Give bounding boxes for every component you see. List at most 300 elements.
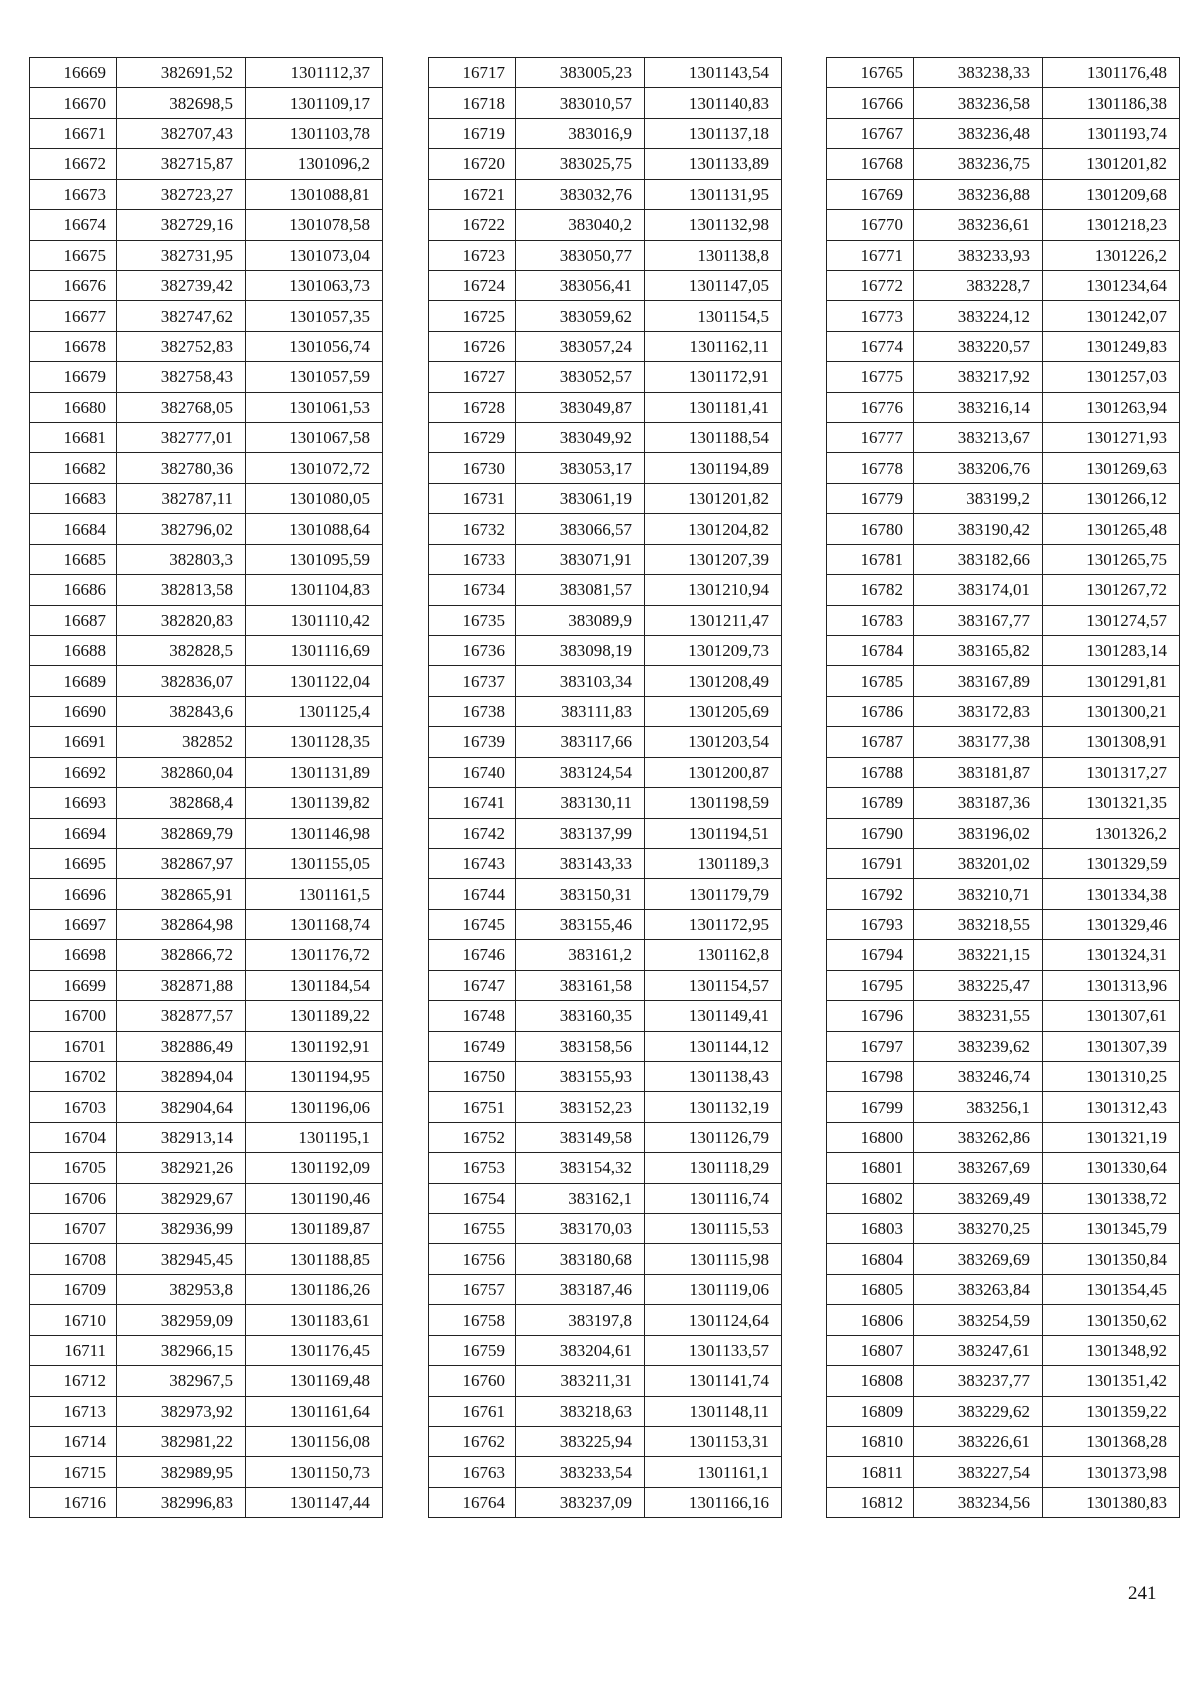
x-coordinate-cell: 383050,77 <box>516 240 645 270</box>
y-coordinate-cell: 1301172,95 <box>645 909 782 939</box>
point-number-cell: 16703 <box>30 1092 117 1122</box>
table-row <box>30 331 383 361</box>
x-coordinate-cell: 382836,07 <box>117 666 246 696</box>
y-coordinate-cell: 1301263,94 <box>1043 392 1180 422</box>
point-number-cell: 16688 <box>30 636 117 666</box>
table-row <box>429 1153 782 1183</box>
y-coordinate-cell: 1301112,37 <box>246 58 383 88</box>
point-number-cell: 16781 <box>827 544 914 574</box>
y-coordinate-cell: 1301133,89 <box>645 149 782 179</box>
x-coordinate-cell: 383057,24 <box>516 331 645 361</box>
x-coordinate-cell: 383267,69 <box>914 1153 1043 1183</box>
y-coordinate-cell: 1301249,83 <box>1043 331 1180 361</box>
table-row <box>30 240 383 270</box>
point-number-cell: 16754 <box>429 1183 516 1213</box>
y-coordinate-cell: 1301150,73 <box>246 1457 383 1487</box>
x-coordinate-cell: 383143,33 <box>516 848 645 878</box>
table-row <box>429 331 782 361</box>
x-coordinate-cell: 383236,75 <box>914 149 1043 179</box>
point-number-cell: 16807 <box>827 1335 914 1365</box>
y-coordinate-cell: 1301161,5 <box>246 879 383 909</box>
x-coordinate-cell: 382864,98 <box>117 909 246 939</box>
x-coordinate-cell: 383160,35 <box>516 1001 645 1031</box>
table-row <box>429 1396 782 1426</box>
point-number-cell: 16707 <box>30 1214 117 1244</box>
table-row <box>827 879 1180 909</box>
x-coordinate-cell: 383182,66 <box>914 544 1043 574</box>
point-number-cell: 16716 <box>30 1487 117 1517</box>
table-row <box>429 483 782 513</box>
table-row <box>827 575 1180 605</box>
x-coordinate-cell: 383154,32 <box>516 1153 645 1183</box>
table-row <box>429 636 782 666</box>
table-row <box>30 58 383 88</box>
table-row <box>30 118 383 148</box>
table-row <box>429 1183 782 1213</box>
y-coordinate-cell: 1301373,98 <box>1043 1457 1180 1487</box>
table-row <box>827 818 1180 848</box>
point-number-cell: 16723 <box>429 240 516 270</box>
y-coordinate-cell: 1301166,16 <box>645 1487 782 1517</box>
y-coordinate-cell: 1301345,79 <box>1043 1214 1180 1244</box>
point-number-cell: 16746 <box>429 940 516 970</box>
y-coordinate-cell: 1301103,78 <box>246 118 383 148</box>
table-row <box>30 909 383 939</box>
x-coordinate-cell: 382747,62 <box>117 301 246 331</box>
table-row <box>827 757 1180 787</box>
y-coordinate-cell: 1301057,59 <box>246 362 383 392</box>
point-number-cell: 16758 <box>429 1305 516 1335</box>
point-number-cell: 16684 <box>30 514 117 544</box>
y-coordinate-cell: 1301354,45 <box>1043 1274 1180 1304</box>
table-row <box>429 453 782 483</box>
table-row <box>30 423 383 453</box>
y-coordinate-cell: 1301208,49 <box>645 666 782 696</box>
table-row <box>30 210 383 240</box>
point-number-cell: 16687 <box>30 605 117 635</box>
table-row <box>827 544 1180 574</box>
table-row <box>429 727 782 757</box>
point-number-cell: 16794 <box>827 940 914 970</box>
point-number-cell: 16795 <box>827 970 914 1000</box>
x-coordinate-cell: 383237,77 <box>914 1366 1043 1396</box>
x-coordinate-cell: 383199,2 <box>914 483 1043 513</box>
point-number-cell: 16792 <box>827 879 914 909</box>
point-number-cell: 16805 <box>827 1274 914 1304</box>
x-coordinate-cell: 383172,83 <box>914 696 1043 726</box>
x-coordinate-cell: 383005,23 <box>516 58 645 88</box>
point-number-cell: 16685 <box>30 544 117 574</box>
table-row <box>429 788 782 818</box>
table-row <box>30 1122 383 1152</box>
table-row <box>429 270 782 300</box>
table-row <box>30 1183 383 1213</box>
point-number-cell: 16681 <box>30 423 117 453</box>
x-coordinate-cell: 382707,43 <box>117 118 246 148</box>
x-coordinate-cell: 383201,02 <box>914 848 1043 878</box>
table-row <box>429 88 782 118</box>
table-row <box>827 1244 1180 1274</box>
x-coordinate-cell: 382953,8 <box>117 1274 246 1304</box>
point-number-cell: 16741 <box>429 788 516 818</box>
y-coordinate-cell: 1301184,54 <box>246 970 383 1000</box>
point-number-cell: 16720 <box>429 149 516 179</box>
table-row <box>429 666 782 696</box>
table-row <box>429 149 782 179</box>
y-coordinate-cell: 1301338,72 <box>1043 1183 1180 1213</box>
x-coordinate-cell: 383187,46 <box>516 1274 645 1304</box>
table-row <box>827 514 1180 544</box>
x-coordinate-cell: 383098,19 <box>516 636 645 666</box>
table-row <box>827 1426 1180 1456</box>
x-coordinate-cell: 382867,97 <box>117 848 246 878</box>
point-number-cell: 16752 <box>429 1122 516 1152</box>
x-coordinate-cell: 382966,15 <box>117 1335 246 1365</box>
y-coordinate-cell: 1301329,59 <box>1043 848 1180 878</box>
point-number-cell: 16777 <box>827 423 914 453</box>
table-row <box>30 970 383 1000</box>
x-coordinate-cell: 383161,2 <box>516 940 645 970</box>
y-coordinate-cell: 1301265,75 <box>1043 544 1180 574</box>
coordinates-table-1 <box>29 57 383 1518</box>
y-coordinate-cell: 1301307,61 <box>1043 1001 1180 1031</box>
table-row <box>30 179 383 209</box>
point-number-cell: 16761 <box>429 1396 516 1426</box>
x-coordinate-cell: 382945,45 <box>117 1244 246 1274</box>
y-coordinate-cell: 1301207,39 <box>645 544 782 574</box>
point-number-cell: 16715 <box>30 1457 117 1487</box>
table-row <box>30 1366 383 1396</box>
table-row <box>429 879 782 909</box>
y-coordinate-cell: 1301188,85 <box>246 1244 383 1274</box>
x-coordinate-cell: 383025,75 <box>516 149 645 179</box>
table-row <box>30 88 383 118</box>
y-coordinate-cell: 1301147,05 <box>645 270 782 300</box>
y-coordinate-cell: 1301209,73 <box>645 636 782 666</box>
table-row <box>827 970 1180 1000</box>
y-coordinate-cell: 1301073,04 <box>246 240 383 270</box>
page-number: 241 <box>1128 1583 1157 1604</box>
point-number-cell: 16731 <box>429 483 516 513</box>
x-coordinate-cell: 383206,76 <box>914 453 1043 483</box>
point-number-cell: 16676 <box>30 270 117 300</box>
x-coordinate-cell: 382860,04 <box>117 757 246 787</box>
table-row <box>827 1001 1180 1031</box>
point-number-cell: 16763 <box>429 1457 516 1487</box>
table-row <box>429 1335 782 1365</box>
x-coordinate-cell: 383170,03 <box>516 1214 645 1244</box>
point-number-cell: 16776 <box>827 392 914 422</box>
point-number-cell: 16778 <box>827 453 914 483</box>
y-coordinate-cell: 1301169,48 <box>246 1366 383 1396</box>
point-number-cell: 16704 <box>30 1122 117 1152</box>
table-row <box>429 1122 782 1152</box>
table-row <box>827 1305 1180 1335</box>
point-number-cell: 16669 <box>30 58 117 88</box>
table-row <box>30 1487 383 1517</box>
x-coordinate-cell: 383236,61 <box>914 210 1043 240</box>
point-number-cell: 16698 <box>30 940 117 970</box>
x-coordinate-cell: 383040,2 <box>516 210 645 240</box>
x-coordinate-cell: 383016,9 <box>516 118 645 148</box>
point-number-cell: 16751 <box>429 1092 516 1122</box>
y-coordinate-cell: 1301139,82 <box>246 788 383 818</box>
y-coordinate-cell: 1301138,43 <box>645 1061 782 1091</box>
point-number-cell: 16803 <box>827 1214 914 1244</box>
y-coordinate-cell: 1301061,53 <box>246 392 383 422</box>
y-coordinate-cell: 1301326,2 <box>1043 818 1180 848</box>
y-coordinate-cell: 1301313,96 <box>1043 970 1180 1000</box>
y-coordinate-cell: 1301096,2 <box>246 149 383 179</box>
point-number-cell: 16804 <box>827 1244 914 1274</box>
table-row <box>30 940 383 970</box>
table-row <box>827 605 1180 635</box>
x-coordinate-cell: 383229,62 <box>914 1396 1043 1426</box>
point-number-cell: 16753 <box>429 1153 516 1183</box>
x-coordinate-cell: 383263,84 <box>914 1274 1043 1304</box>
point-number-cell: 16783 <box>827 605 914 635</box>
y-coordinate-cell: 1301119,06 <box>645 1274 782 1304</box>
y-coordinate-cell: 1301201,82 <box>645 483 782 513</box>
x-coordinate-cell: 382758,43 <box>117 362 246 392</box>
y-coordinate-cell: 1301330,64 <box>1043 1153 1180 1183</box>
point-number-cell: 16735 <box>429 605 516 635</box>
point-number-cell: 16767 <box>827 118 914 148</box>
x-coordinate-cell: 382813,58 <box>117 575 246 605</box>
y-coordinate-cell: 1301156,08 <box>246 1426 383 1456</box>
table-row <box>827 1487 1180 1517</box>
x-coordinate-cell: 383234,56 <box>914 1487 1043 1517</box>
x-coordinate-cell: 383228,7 <box>914 270 1043 300</box>
x-coordinate-cell: 382803,3 <box>117 544 246 574</box>
y-coordinate-cell: 1301154,5 <box>645 301 782 331</box>
x-coordinate-cell: 382894,04 <box>117 1061 246 1091</box>
x-coordinate-cell: 383111,83 <box>516 696 645 726</box>
x-coordinate-cell: 382731,95 <box>117 240 246 270</box>
y-coordinate-cell: 1301321,35 <box>1043 788 1180 818</box>
table-row <box>30 605 383 635</box>
x-coordinate-cell: 383216,14 <box>914 392 1043 422</box>
x-coordinate-cell: 382921,26 <box>117 1153 246 1183</box>
point-number-cell: 16755 <box>429 1214 516 1244</box>
point-number-cell: 16675 <box>30 240 117 270</box>
point-number-cell: 16729 <box>429 423 516 453</box>
point-number-cell: 16786 <box>827 696 914 726</box>
table-row <box>30 1396 383 1426</box>
x-coordinate-cell: 383225,94 <box>516 1426 645 1456</box>
point-number-cell: 16756 <box>429 1244 516 1274</box>
y-coordinate-cell: 1301146,98 <box>246 818 383 848</box>
y-coordinate-cell: 1301201,82 <box>1043 149 1180 179</box>
table-row <box>429 818 782 848</box>
table-row <box>827 1092 1180 1122</box>
table-row <box>30 1244 383 1274</box>
table-row <box>827 210 1180 240</box>
x-coordinate-cell: 382780,36 <box>117 453 246 483</box>
y-coordinate-cell: 1301209,68 <box>1043 179 1180 209</box>
point-number-cell: 16745 <box>429 909 516 939</box>
y-coordinate-cell: 1301063,73 <box>246 270 383 300</box>
table-row <box>429 575 782 605</box>
x-coordinate-cell: 383167,89 <box>914 666 1043 696</box>
x-coordinate-cell: 383187,36 <box>914 788 1043 818</box>
point-number-cell: 16749 <box>429 1031 516 1061</box>
table-row <box>827 1457 1180 1487</box>
x-coordinate-cell: 382787,11 <box>117 483 246 513</box>
x-coordinate-cell: 382877,57 <box>117 1001 246 1031</box>
table-row <box>30 392 383 422</box>
x-coordinate-cell: 383081,57 <box>516 575 645 605</box>
y-coordinate-cell: 1301153,31 <box>645 1426 782 1456</box>
y-coordinate-cell: 1301257,03 <box>1043 362 1180 392</box>
point-number-cell: 16750 <box>429 1061 516 1091</box>
y-coordinate-cell: 1301088,64 <box>246 514 383 544</box>
y-coordinate-cell: 1301161,1 <box>645 1457 782 1487</box>
table-row <box>30 1457 383 1487</box>
point-number-cell: 16809 <box>827 1396 914 1426</box>
table-row <box>30 1305 383 1335</box>
y-coordinate-cell: 1301155,05 <box>246 848 383 878</box>
point-number-cell: 16757 <box>429 1274 516 1304</box>
y-coordinate-cell: 1301189,22 <box>246 1001 383 1031</box>
coordinates-table-2 <box>428 57 782 1518</box>
y-coordinate-cell: 1301190,46 <box>246 1183 383 1213</box>
y-coordinate-cell: 1301128,35 <box>246 727 383 757</box>
y-coordinate-cell: 1301144,12 <box>645 1031 782 1061</box>
x-coordinate-cell: 382886,49 <box>117 1031 246 1061</box>
point-number-cell: 16787 <box>827 727 914 757</box>
table-row <box>30 1274 383 1304</box>
point-number-cell: 16789 <box>827 788 914 818</box>
y-coordinate-cell: 1301176,48 <box>1043 58 1180 88</box>
x-coordinate-cell: 383210,71 <box>914 879 1043 909</box>
x-coordinate-cell: 383221,15 <box>914 940 1043 970</box>
x-coordinate-cell: 383218,63 <box>516 1396 645 1426</box>
y-coordinate-cell: 1301350,62 <box>1043 1305 1180 1335</box>
table-row <box>30 1153 383 1183</box>
point-number-cell: 16762 <box>429 1426 516 1456</box>
point-number-cell: 16769 <box>827 179 914 209</box>
table-row <box>30 362 383 392</box>
y-coordinate-cell: 1301204,82 <box>645 514 782 544</box>
y-coordinate-cell: 1301138,8 <box>645 240 782 270</box>
table-row <box>827 909 1180 939</box>
point-number-cell: 16784 <box>827 636 914 666</box>
x-coordinate-cell: 383239,62 <box>914 1031 1043 1061</box>
y-coordinate-cell: 1301300,21 <box>1043 696 1180 726</box>
point-number-cell: 16671 <box>30 118 117 148</box>
x-coordinate-cell: 383236,88 <box>914 179 1043 209</box>
x-coordinate-cell: 383226,61 <box>914 1426 1043 1456</box>
x-coordinate-cell: 383061,19 <box>516 483 645 513</box>
point-number-cell: 16673 <box>30 179 117 209</box>
point-number-cell: 16802 <box>827 1183 914 1213</box>
x-coordinate-cell: 383117,66 <box>516 727 645 757</box>
table-row <box>30 1092 383 1122</box>
point-number-cell: 16726 <box>429 331 516 361</box>
point-number-cell: 16691 <box>30 727 117 757</box>
y-coordinate-cell: 1301218,23 <box>1043 210 1180 240</box>
x-coordinate-cell: 383177,38 <box>914 727 1043 757</box>
table-row <box>827 301 1180 331</box>
y-coordinate-cell: 1301205,69 <box>645 696 782 726</box>
y-coordinate-cell: 1301291,81 <box>1043 666 1180 696</box>
table-row <box>827 1031 1180 1061</box>
table-row <box>827 423 1180 453</box>
y-coordinate-cell: 1301168,74 <box>246 909 383 939</box>
x-coordinate-cell: 383196,02 <box>914 818 1043 848</box>
table-row <box>429 1457 782 1487</box>
y-coordinate-cell: 1301368,28 <box>1043 1426 1180 1456</box>
y-coordinate-cell: 1301148,11 <box>645 1396 782 1426</box>
point-number-cell: 16773 <box>827 301 914 331</box>
y-coordinate-cell: 1301203,54 <box>645 727 782 757</box>
x-coordinate-cell: 383049,87 <box>516 392 645 422</box>
y-coordinate-cell: 1301125,4 <box>246 696 383 726</box>
point-number-cell: 16747 <box>429 970 516 1000</box>
point-number-cell: 16730 <box>429 453 516 483</box>
x-coordinate-cell: 383237,09 <box>516 1487 645 1517</box>
y-coordinate-cell: 1301188,54 <box>645 423 782 453</box>
point-number-cell: 16800 <box>827 1122 914 1152</box>
x-coordinate-cell: 383137,99 <box>516 818 645 848</box>
y-coordinate-cell: 1301176,72 <box>246 940 383 970</box>
x-coordinate-cell: 382967,5 <box>117 1366 246 1396</box>
point-number-cell: 16774 <box>827 331 914 361</box>
y-coordinate-cell: 1301078,58 <box>246 210 383 240</box>
y-coordinate-cell: 1301057,35 <box>246 301 383 331</box>
y-coordinate-cell: 1301162,8 <box>645 940 782 970</box>
x-coordinate-cell: 383010,57 <box>516 88 645 118</box>
x-coordinate-cell: 383174,01 <box>914 575 1043 605</box>
table-row <box>827 940 1180 970</box>
point-number-cell: 16742 <box>429 818 516 848</box>
table-row <box>30 636 383 666</box>
table-row <box>429 1366 782 1396</box>
y-coordinate-cell: 1301133,57 <box>645 1335 782 1365</box>
table-row <box>30 453 383 483</box>
x-coordinate-cell: 382828,5 <box>117 636 246 666</box>
x-coordinate-cell: 383213,67 <box>914 423 1043 453</box>
table-row <box>429 58 782 88</box>
x-coordinate-cell: 383167,77 <box>914 605 1043 635</box>
x-coordinate-cell: 383236,48 <box>914 118 1043 148</box>
table-row <box>827 1274 1180 1304</box>
point-number-cell: 16724 <box>429 270 516 300</box>
y-coordinate-cell: 1301350,84 <box>1043 1244 1180 1274</box>
y-coordinate-cell: 1301056,74 <box>246 331 383 361</box>
x-coordinate-cell: 382843,6 <box>117 696 246 726</box>
table-row <box>429 210 782 240</box>
point-number-cell: 16674 <box>30 210 117 240</box>
point-number-cell: 16733 <box>429 544 516 574</box>
table-row <box>30 727 383 757</box>
table-row <box>827 1214 1180 1244</box>
point-number-cell: 16771 <box>827 240 914 270</box>
y-coordinate-cell: 1301324,31 <box>1043 940 1180 970</box>
x-coordinate-cell: 382973,92 <box>117 1396 246 1426</box>
x-coordinate-cell: 382869,79 <box>117 818 246 848</box>
y-coordinate-cell: 1301143,54 <box>645 58 782 88</box>
table-row <box>30 1061 383 1091</box>
x-coordinate-cell: 382691,52 <box>117 58 246 88</box>
table-row <box>429 940 782 970</box>
y-coordinate-cell: 1301132,19 <box>645 1092 782 1122</box>
point-number-cell: 16700 <box>30 1001 117 1031</box>
x-coordinate-cell: 382913,14 <box>117 1122 246 1152</box>
point-number-cell: 16812 <box>827 1487 914 1517</box>
x-coordinate-cell: 383254,59 <box>914 1305 1043 1335</box>
